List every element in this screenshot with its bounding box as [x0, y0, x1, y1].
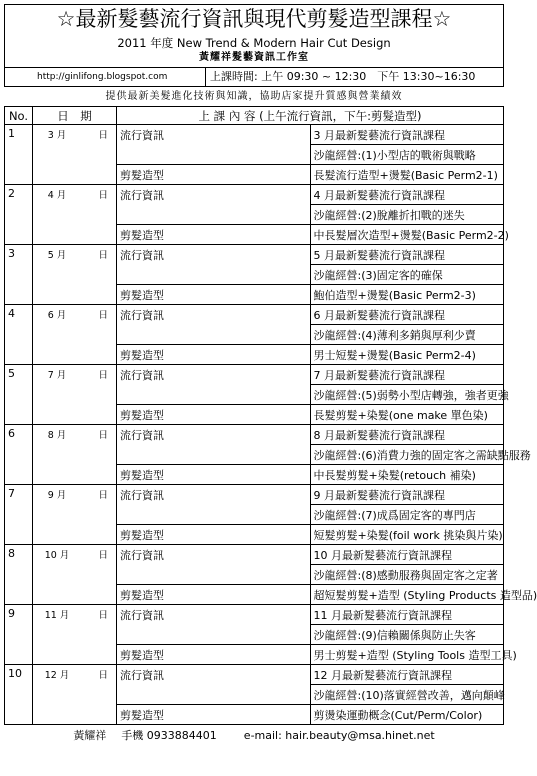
lesson-month: 7 月 — [47, 370, 67, 381]
lesson-date — [33, 665, 117, 725]
salon-topic: 沙龍經營:(8)感動服務與固定客之定著 — [310, 565, 504, 585]
contact-email: e-mail: hair.beauty@msa.hinet.net — [243, 729, 435, 742]
header-content: 上 課 內 容 (上午流行資訊，下午:剪髮造型) — [117, 107, 504, 125]
lesson-month: 9 月 — [47, 490, 67, 501]
lesson-month: 12 月 — [44, 670, 70, 681]
category-am: 流行資訊 — [117, 125, 311, 165]
am-topic: 8 月最新髮藝流行資訊課程 — [310, 425, 504, 445]
salon-topic: 沙龍經營:(10)落實經營改善，邁向顛峰 — [310, 685, 504, 705]
tagline: 提供最新美髮進化技術與知識，協助店家提升質感與營業績效 — [105, 91, 403, 102]
category-pm: 剪髮造型 — [117, 465, 311, 485]
salon-topic: 沙龍經營:(3)固定客的確保 — [310, 265, 504, 285]
lesson-day-label: 日 — [98, 190, 108, 201]
studio-name: 黃耀祥髮藝資訊工作室 — [199, 52, 309, 63]
schedule-body — [5, 125, 537, 725]
contact-phone: 手機 0933884401 — [121, 729, 217, 742]
pm-topic: 短髮剪髮+染髮(foil work 挑染與片染) — [310, 525, 504, 545]
page-subtitle: 2011 年度 New Trend & Modern Hair Cut Design — [117, 36, 391, 50]
course-document — [4, 4, 537, 743]
header-box — [4, 4, 504, 87]
blog-url: http://ginlifong.blogspot.com — [37, 72, 168, 82]
lesson-number: 6 — [5, 425, 33, 485]
lesson-number: 5 — [5, 365, 33, 425]
category-am: 流行資訊 — [117, 185, 311, 225]
page-title: ☆最新髮藝流行資訊與現代剪髮造型課程☆ — [56, 7, 452, 31]
category-am: 流行資訊 — [117, 245, 311, 285]
lesson-date — [33, 605, 117, 665]
lesson-month: 11 月 — [44, 610, 70, 621]
category-am: 流行資訊 — [117, 425, 311, 465]
pm-topic: 中長髮層次造型+燙髮(Basic Perm2-2) — [310, 225, 504, 245]
pm-topic: 超短髮剪髮+造型 (Styling Products 造型品) — [310, 585, 504, 605]
lesson-number: 4 — [5, 305, 33, 365]
lesson-row — [5, 245, 504, 265]
category-pm: 剪髮造型 — [117, 705, 311, 725]
lesson-day-label: 日 — [98, 610, 108, 621]
lesson-row — [5, 605, 504, 625]
lesson-number: 8 — [5, 545, 33, 605]
category-pm: 剪髮造型 — [117, 645, 311, 665]
pm-topic: 鮑伯造型+燙髮(Basic Perm2-3) — [310, 285, 504, 305]
lesson-day-label: 日 — [98, 670, 108, 681]
category-pm: 剪髮造型 — [117, 585, 311, 605]
category-am: 流行資訊 — [117, 365, 311, 405]
lesson-day-label: 日 — [98, 430, 108, 441]
salon-topic: 沙龍經營:(1)小型店的戰術與戰略 — [310, 145, 504, 165]
lesson-month: 10 月 — [44, 550, 70, 561]
lesson-month: 8 月 — [47, 430, 67, 441]
schedule-table — [4, 106, 537, 725]
lesson-date — [33, 305, 117, 365]
category-pm: 剪髮造型 — [117, 165, 311, 185]
lesson-date — [33, 545, 117, 605]
lesson-row — [5, 125, 504, 145]
lesson-row — [5, 365, 504, 385]
lesson-row — [5, 185, 504, 205]
lesson-day-label: 日 — [98, 310, 108, 321]
am-topic: 5 月最新髮藝流行資訊課程 — [310, 245, 504, 265]
salon-topic: 沙龍經營:(6)消費力強的固定客之需缺點服務 — [310, 445, 504, 465]
salon-topic: 沙龍經營:(5)弱勢小型店轉強，強者更強 — [310, 385, 504, 405]
lesson-row — [5, 305, 504, 325]
am-topic: 12 月最新髮藝流行資訊課程 — [310, 665, 504, 685]
category-pm: 剪髮造型 — [117, 405, 311, 425]
lesson-number: 10 — [5, 665, 33, 725]
am-topic: 6 月最新髮藝流行資訊課程 — [310, 305, 504, 325]
lesson-number: 3 — [5, 245, 33, 305]
lesson-day-label: 日 — [98, 130, 108, 141]
salon-topic: 沙龍經營:(9)信賴關係與防止失客 — [310, 625, 504, 645]
lesson-day-label: 日 — [98, 370, 108, 381]
footer-contact — [4, 728, 504, 743]
category-am: 流行資訊 — [117, 305, 311, 345]
info-row — [5, 67, 503, 86]
lesson-row — [5, 425, 504, 445]
lesson-date — [33, 425, 117, 485]
lesson-number: 1 — [5, 125, 33, 185]
lesson-date — [33, 245, 117, 305]
am-topic: 7 月最新髮藝流行資訊課程 — [310, 365, 504, 385]
lesson-number: 2 — [5, 185, 33, 245]
category-pm: 剪髮造型 — [117, 345, 311, 365]
am-topic: 3 月最新髮藝流行資訊課程 — [310, 125, 504, 145]
pm-topic: 長髮剪髮+染髮(one make 單色染) — [310, 405, 504, 425]
lesson-date — [33, 485, 117, 545]
pm-topic: 長髮流行造型+燙髮(Basic Perm2-1) — [310, 165, 504, 185]
lesson-date — [33, 365, 117, 425]
category-pm: 剪髮造型 — [117, 225, 311, 245]
am-topic: 10 月最新髮藝流行資訊課程 — [310, 545, 504, 565]
lesson-date — [33, 125, 117, 185]
category-am: 流行資訊 — [117, 665, 311, 705]
salon-topic: 沙龍經營:(2)脫離折扣戰的迷失 — [310, 205, 504, 225]
lesson-month: 3 月 — [47, 130, 67, 141]
pm-topic: 男士剪髮+造型 (Styling Tools 造型工具) — [310, 645, 504, 665]
lesson-number: 7 — [5, 485, 33, 545]
lesson-date — [33, 185, 117, 245]
header-date: 日 期 — [33, 107, 117, 125]
am-topic: 4 月最新髮藝流行資訊課程 — [310, 185, 504, 205]
lesson-row — [5, 545, 504, 565]
class-hours: 上課時間: 上午 09:30 ~ 12:30 下午 13:30~16:30 — [205, 68, 503, 86]
header-no: No. — [5, 107, 33, 125]
lesson-month: 5 月 — [47, 250, 67, 261]
category-am: 流行資訊 — [117, 485, 311, 525]
category-am: 流行資訊 — [117, 545, 311, 585]
salon-topic: 沙龍經營:(7)成爲固定客的專門店 — [310, 505, 504, 525]
am-topic: 11 月最新髮藝流行資訊課程 — [310, 605, 504, 625]
table-header-row — [5, 107, 504, 125]
category-pm: 剪髮造型 — [117, 285, 311, 305]
contact-name: 黃耀祥 — [73, 729, 107, 742]
lesson-row — [5, 485, 504, 505]
lesson-day-label: 日 — [98, 250, 108, 261]
pm-topic: 中長髮剪髮+染髮(retouch 補染) — [310, 465, 504, 485]
lesson-day-label: 日 — [98, 490, 108, 501]
lesson-month: 4 月 — [47, 190, 67, 201]
lesson-month: 6 月 — [47, 310, 67, 321]
salon-topic: 沙龍經營:(4)薄利多銷與厚利少賣 — [310, 325, 504, 345]
category-am: 流行資訊 — [117, 605, 311, 645]
lesson-number: 9 — [5, 605, 33, 665]
lesson-day-label: 日 — [98, 550, 108, 561]
category-pm: 剪髮造型 — [117, 525, 311, 545]
am-topic: 9 月最新髮藝流行資訊課程 — [310, 485, 504, 505]
pm-topic: 男士短髮+燙髮(Basic Perm2-4) — [310, 345, 504, 365]
lesson-row — [5, 665, 504, 685]
pm-topic: 剪燙染運動概念(Cut/Perm/Color) — [310, 705, 504, 725]
